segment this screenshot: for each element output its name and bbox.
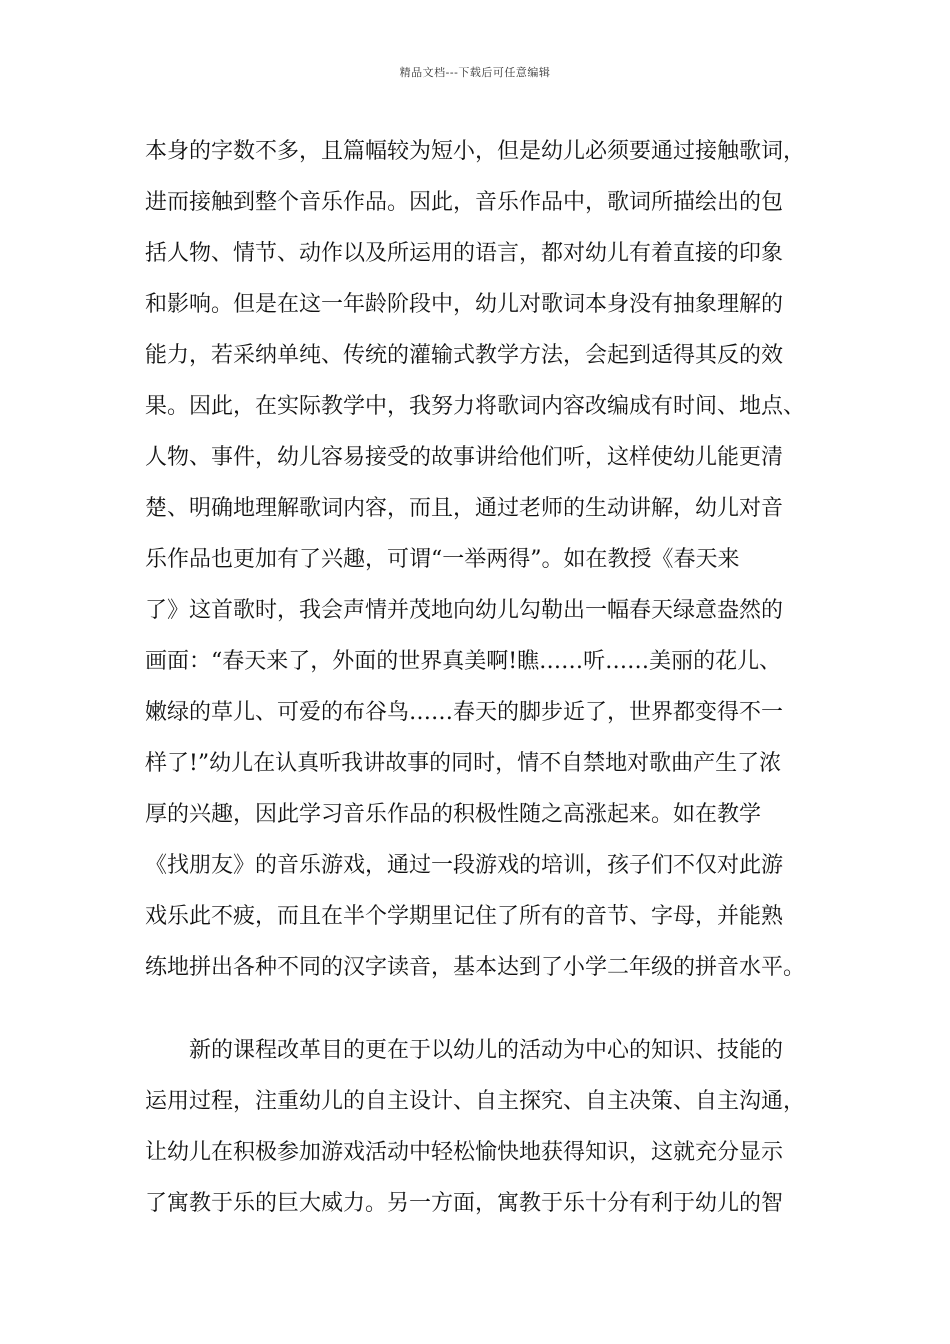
text-line: 了》这首歌时，我会声情并茂地向幼儿勾勒出一幅春天绿意盎然的: [145, 598, 784, 623]
text-line: 乐作品也更加有了兴趣，可谓“一举两得”。如在教授《春天来: [145, 547, 740, 572]
paragraph-2: [145, 1025, 817, 1229]
text-line: 和影响。但是在这一年龄阶段中，幼儿对歌词本身没有抽象理解的: [145, 292, 784, 317]
text-line: 运用过程，注重幼儿的自主设计、自主探究、自主决策、自主沟通，: [145, 1089, 806, 1114]
text-line: 楚、明确地理解歌词内容，而且，通过老师的生动讲解，幼儿对音: [145, 496, 784, 521]
page-header: 精品文档---下载后可任意编辑: [399, 66, 551, 79]
text-line: 让幼儿在积极参加游戏活动中轻松愉快地获得知识，这就充分显示: [145, 1140, 784, 1165]
text-line: 戏乐此不疲，而且在半个学期里记住了所有的音节、字母，并能熟: [145, 904, 784, 929]
text-line: 本身的字数不多，且篇幅较为短小，但是幼儿必须要通过接触歌词，: [145, 139, 806, 164]
text-line: 样了!”幼儿在认真听我讲故事的同时，情不自禁地对歌曲产生了浓: [145, 751, 782, 776]
paragraph-1: [145, 126, 817, 993]
text-line: 《找朋友》的音乐游戏，通过一段游戏的培训，孩子们不仅对此游: [145, 853, 784, 878]
text-line: 进而接触到整个音乐作品。因此，音乐作品中，歌词所描绘出的包: [145, 190, 784, 215]
text-line: 人物、事件，幼儿容易接受的故事讲给他们听，这样使幼儿能更清: [145, 445, 784, 470]
text-line: 嫩绿的草儿、可爱的布谷鸟……春天的脚步近了，世界都变得不一: [145, 700, 784, 725]
text-line: 果。因此，在实际教学中，我努力将歌词内容改编成有时间、地点、: [145, 394, 806, 419]
text-line: 厚的兴趣，因此学习音乐作品的积极性随之高涨起来。如在教学: [145, 802, 762, 827]
text-line: 画面：“春天来了，外面的世界真美啊!瞧……听……美丽的花儿、: [145, 649, 782, 674]
text-line: 新的课程改革目的更在于以幼儿的活动为中心的知识、技能的: [189, 1038, 784, 1063]
text-line: 练地拼出各种不同的汉字读音，基本达到了小学二年级的拼音水平。: [145, 955, 806, 980]
text-line: 能力，若采纳单纯、传统的灌输式教学方法，会起到适得其反的效: [145, 343, 784, 368]
text-line: 了寓教于乐的巨大威力。另一方面，寓教于乐十分有利于幼儿的智: [145, 1191, 784, 1216]
text-line: 括人物、情节、动作以及所运用的语言，都对幼儿有着直接的印象: [145, 241, 784, 266]
